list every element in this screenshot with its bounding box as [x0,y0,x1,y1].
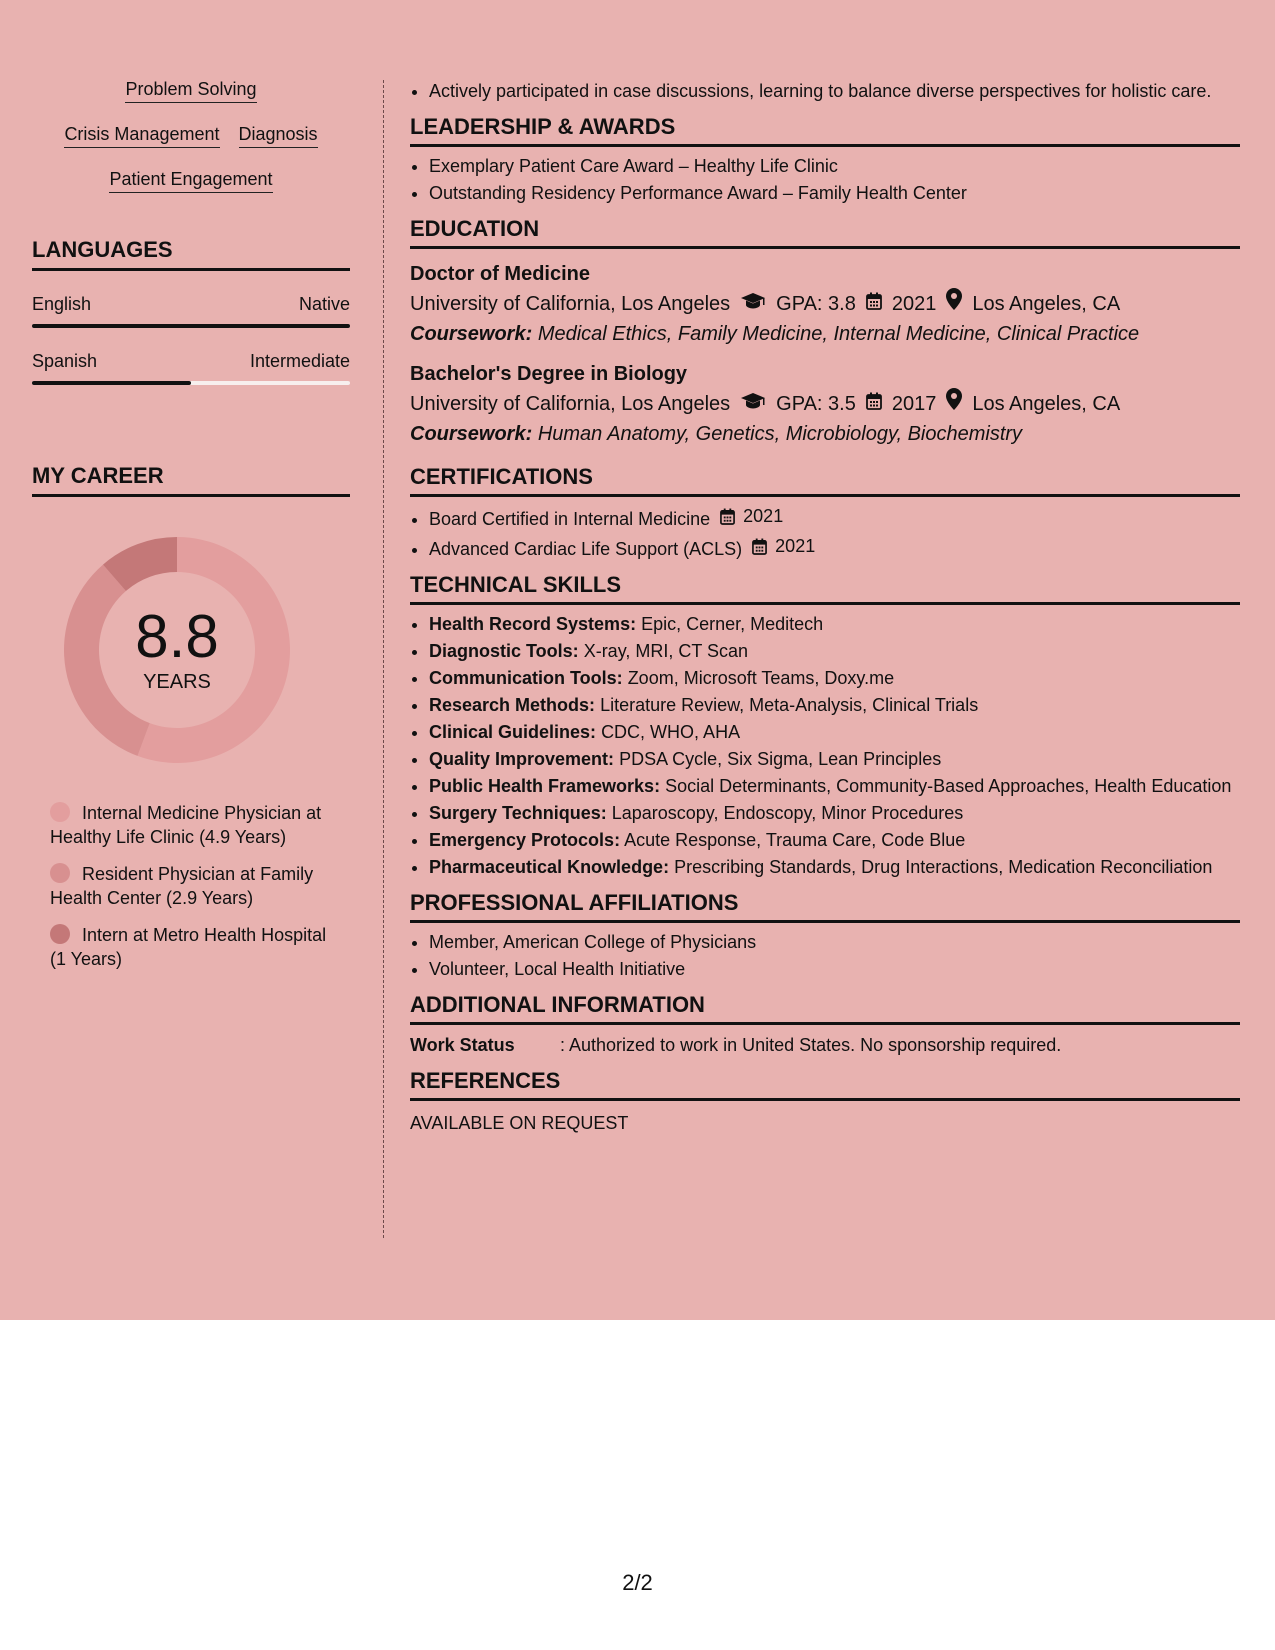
legend-label: Resident Physician at Family Health Center (2.9 Years) [50,864,314,908]
language-row [32,293,350,315]
left-column [32,78,350,984]
list-item [429,638,1240,665]
calendar-icon [866,289,882,319]
graduation-cap-icon [740,389,766,419]
list-item: • Exemplary Patient Care Award – Healthy Life Clinic [429,153,1240,180]
tag-row [32,78,350,105]
skill-value: Prescribing Standards, Drug Interactions, Medication Reconciliation [674,857,1213,877]
language-proficiency-fill [32,324,350,328]
work-status-value: : Authorized to work in United States. No sponsorship required. [560,1035,1062,1055]
degree-title: Doctor of Medicine [410,263,591,285]
skill-value: Literature Review, Meta-Analysis, Clinical Trials [600,695,979,715]
language-item [32,293,350,328]
donut-center [62,535,292,765]
skill-value: X-ray, MRI, CT Scan [583,641,749,661]
skill-label: Public Health Frameworks: [429,776,661,796]
languages-heading: LANGUAGES [32,237,350,271]
calendar-icon [866,389,882,419]
skill-value: PDSA Cycle, Six Sigma, Lean Principles [619,749,942,769]
calendar-icon [720,508,739,525]
education-item [410,360,1240,449]
list-item [429,827,1240,854]
education-details [410,288,1240,319]
career-total: 8.8 [135,603,219,670]
coursework-list: Human Anatomy, Genetics, Microbiology, Biochemistry [537,423,1023,445]
coursework [410,319,1240,349]
skill-label: Clinical Guidelines: [429,722,597,742]
section-heading: REFERENCES [410,1067,1240,1101]
skill-tag: Crisis Management [64,123,219,148]
skill-label: Emergency Protocols: [429,830,621,850]
list-item [429,665,1240,692]
location: Los Angeles, CA [972,392,1121,415]
skills-tags [32,78,350,195]
list-item [429,503,1240,533]
list-item [429,746,1240,773]
tag-row [32,168,350,195]
skill-label: Quality Improvement: [429,749,615,769]
career-donut-chart [62,535,292,765]
affiliations-section [410,889,1240,983]
list-item [429,800,1240,827]
career-heading: MY CAREER [32,463,350,497]
certifications-section [410,463,1240,563]
skill-label: Diagnostic Tools: [429,641,579,661]
section-heading: PROFESSIONAL AFFILIATIONS [410,889,1240,923]
career-legend [50,801,340,971]
list-item: • Outstanding Residency Performance Award – Family Health Center [429,180,1240,207]
legend-dot [50,802,70,822]
legend-item [50,862,340,910]
certification-name: Board Certified in Internal Medicine [429,509,711,529]
education-item [410,260,1240,349]
legend-dot [50,863,70,883]
skill-value: Epic, Cerner, Meditech [641,614,824,634]
gpa: GPA: 3.5 [776,392,856,415]
list-item: • Member, American College of Physicians [429,929,1240,956]
list-item [429,719,1240,746]
leadership-list [410,153,1240,207]
list-item: • Actively participated in case discussions, learning to balance diverse perspectives for holistic care. [429,78,1240,105]
skill-tag: Patient Engagement [109,168,272,193]
section-heading: ADDITIONAL INFORMATION [410,991,1240,1025]
language-name: English [32,294,92,314]
skill-label: Communication Tools: [429,668,623,688]
certification-year: 2021 [743,506,784,526]
language-proficiency-bar [32,324,350,328]
language-level: Native [298,294,350,314]
location-pin-icon [946,288,962,319]
coursework-label: Coursework: [410,423,533,445]
language-proficiency-fill [32,381,191,385]
technical-skills-section [410,571,1240,881]
legend-label: Internal Medicine Physician at Healthy Life Clinic (4.9 Years) [50,803,322,847]
legend-label: Intern at Metro Health Hospital (1 Years) [50,925,327,969]
section-heading: EDUCATION [410,215,1240,249]
languages-list [32,293,350,385]
coursework-label: Coursework: [410,323,533,345]
language-row [32,350,350,372]
language-proficiency-bar [32,381,350,385]
skill-value: Zoom, Microsoft Teams, Doxy.me [627,668,895,688]
career-unit: YEARS [143,671,211,693]
coursework [410,419,1240,449]
certifications-list [410,503,1240,563]
education-section [410,215,1240,449]
skill-value: CDC, WHO, AHA [601,722,741,742]
section-heading: TECHNICAL SKILLS [410,571,1240,605]
graduation-year: 2017 [891,392,937,415]
school-name: University of California, Los Angeles [410,392,731,415]
references-text: AVAILABLE ON REQUEST [410,1113,629,1133]
skill-value: Laparoscopy, Endoscopy, Minor Procedures [611,803,964,823]
affiliations-list [410,929,1240,983]
list-item [429,773,1240,800]
skill-label: Health Record Systems: [429,614,637,634]
education-list [410,260,1240,449]
legend-item [50,923,340,971]
skill-label: Research Methods: [429,695,596,715]
calendar-icon [752,538,771,555]
language-level: Intermediate [249,351,350,371]
page-number: 2/2 [622,1570,653,1595]
additional-info-section [410,991,1240,1059]
references-section [410,1067,1240,1137]
skill-tag: Problem Solving [125,78,256,103]
legend-dot [50,924,70,944]
skill-value: Acute Response, Trauma Care, Code Blue [624,830,966,850]
experience-bullets [410,78,1240,105]
list-item [429,854,1240,881]
education-details [410,388,1240,419]
skill-label: Surgery Techniques: [429,803,607,823]
right-column [410,78,1240,1137]
list-item: • Volunteer, Local Health Initiative [429,956,1240,983]
section-heading: LEADERSHIP & AWARDS [410,113,1240,147]
certification-name: Advanced Cardiac Life Support (ACLS) [429,539,743,559]
skill-tag: Diagnosis [239,123,318,148]
school-name: University of California, Los Angeles [410,292,731,315]
work-status-label: Work Status [410,1035,515,1055]
certification-date [752,533,815,560]
tag-row [32,123,350,150]
certification-date [720,503,783,530]
graduation-year: 2021 [891,292,937,315]
degree-title: Bachelor's Degree in Biology [410,363,688,385]
section-heading: CERTIFICATIONS [410,463,1240,497]
location: Los Angeles, CA [972,292,1121,315]
coursework-list: Medical Ethics, Family Medicine, Internal Medicine, Clinical Practice [537,323,1140,345]
language-item [32,350,350,385]
certification-year: 2021 [775,536,816,556]
legend-item [50,801,340,849]
column-divider [383,80,384,1238]
work-status [410,1031,1240,1059]
list-item [429,611,1240,638]
list-item [429,692,1240,719]
skill-label: Pharmaceutical Knowledge: [429,857,670,877]
location-pin-icon [946,388,962,419]
list-item [429,533,1240,563]
gpa: GPA: 3.8 [776,292,856,315]
graduation-cap-icon [740,289,766,319]
technical-skills-list [410,611,1240,881]
skill-value: Social Determinants, Community-Based Approaches, Health Education [665,776,1232,796]
leadership-section [410,113,1240,207]
language-name: Spanish [32,351,98,371]
